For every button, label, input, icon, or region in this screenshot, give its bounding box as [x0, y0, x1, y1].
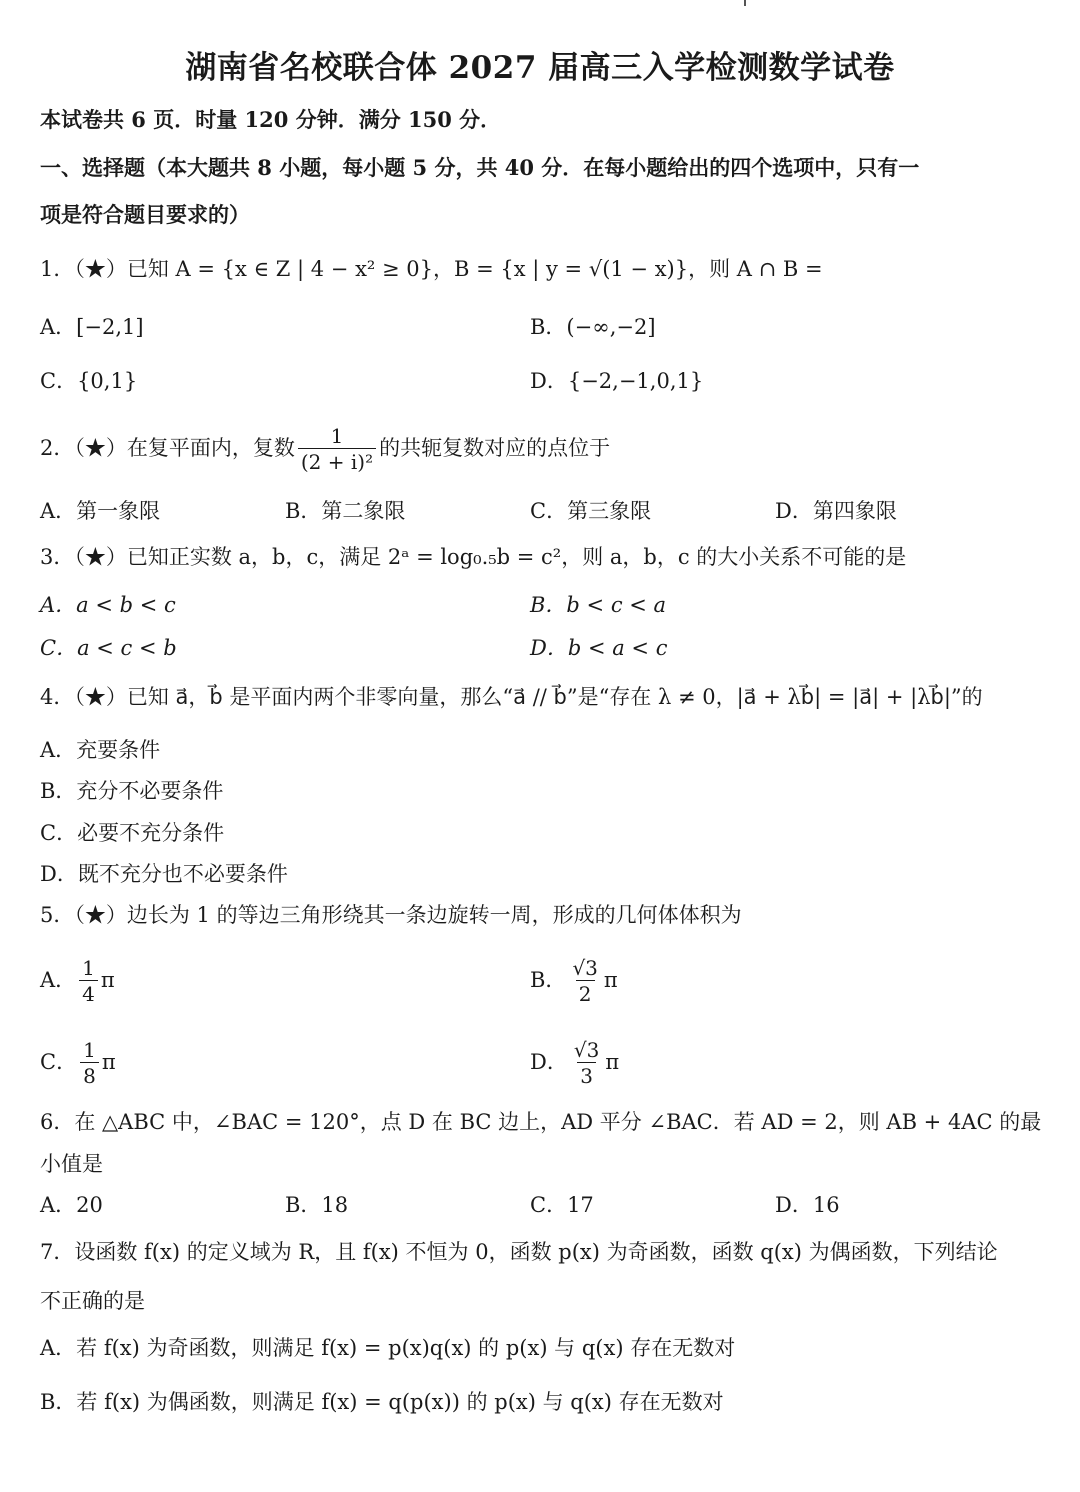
option-fraction: [79, 956, 98, 1007]
question-1-option-b[interactable]: B．(−∞,−2]: [530, 315, 656, 339]
question-2-option-a[interactable]: A．第一象限: [40, 499, 161, 523]
question-4-stem: 4．（★）已知 a⃗，b⃗ 是平面内两个非零向量，那么“a⃗ // b⃗”是“存在 λ ≠ 0，|a⃗ + λb⃗| = |a⃗| + |λb⃗|”的: [40, 685, 983, 709]
fraction-denominator: 3: [577, 1062, 596, 1089]
pi-symbol: π: [101, 1050, 116, 1074]
question-6-option-d[interactable]: D．16: [775, 1193, 840, 1217]
section-heading-line2: 项是符合题目要求的）: [40, 202, 250, 227]
option-label: A．: [40, 968, 77, 992]
question-3-option-a[interactable]: A．a < b < c: [40, 593, 176, 617]
question-5-option-c[interactable]: [40, 1032, 116, 1092]
option-label: B．: [530, 968, 567, 992]
section-heading-line1: 一、选择题（本大题共 8 小题，每小题 5 分，共 40 分．在每小题给出的四个选项中，只有一: [40, 155, 920, 180]
question-1-option-a[interactable]: A．[−2,1]: [40, 315, 144, 339]
question-6-option-b[interactable]: B．18: [285, 1193, 349, 1217]
question-7-stem-line2: 不正确的是: [40, 1289, 145, 1313]
fraction-numerator: 1: [330, 424, 344, 448]
question-3-stem: 3．（★）已知正实数 a，b，c，满足 2ᵃ = log₀.₅b = c²，则 a，b，c 的大小关系不可能的是: [40, 545, 907, 569]
question-1-option-d[interactable]: D．{−2,−1,0,1}: [530, 369, 704, 393]
question-3-option-b[interactable]: B．b < c < a: [530, 593, 667, 617]
exam-intro: 本试卷共 6 页．时量 120 分钟．满分 150 分．: [40, 107, 502, 132]
question-6-stem-line1: 6．在 △ABC 中，∠BAC = 120°，点 D 在 BC 边上，AD 平分 ∠BAC．若 AD = 2，则 AB + 4AC 的最: [40, 1110, 1042, 1134]
question-5-stem: 5．（★）边长为 1 的等边三角形绕其一条边旋转一周，形成的几何体体积为: [40, 903, 742, 927]
pi-symbol: π: [605, 1050, 620, 1074]
question-2-option-d[interactable]: D．第四象限: [775, 499, 897, 523]
option-label: D．: [530, 1050, 568, 1074]
question-2-option-b[interactable]: B．第二象限: [285, 499, 406, 523]
question-2-stem-after: 的共轭复数对应的点位于: [379, 436, 611, 460]
fraction-numerator: 1: [83, 1038, 96, 1062]
option-label: C．: [40, 1050, 78, 1074]
question-2-stem: [40, 420, 610, 476]
fraction-denominator: 2: [576, 980, 595, 1007]
fraction-denominator: 4: [79, 980, 98, 1007]
question-2-option-c[interactable]: C．第三象限: [530, 499, 652, 523]
fraction-denominator: 8: [80, 1062, 99, 1089]
option-fraction: [571, 1038, 602, 1089]
question-1-stem: 1．（★）已知 A = {x ∈ Z | 4 − x² ≥ 0}，B = {x | y = √(1 − x)}，则 A ∩ B =: [40, 257, 823, 281]
fraction-denominator: (2 + i)²: [298, 448, 376, 475]
question-4-option-a[interactable]: A．充要条件: [40, 738, 161, 762]
question-3-option-d[interactable]: D．b < a < c: [530, 636, 668, 660]
question-4-option-c[interactable]: C．必要不充分条件: [40, 821, 225, 845]
question-5-option-d[interactable]: [530, 1032, 619, 1092]
option-fraction: [569, 956, 600, 1007]
question-2-stem-before: 2．（★）在复平面内，复数: [40, 436, 295, 460]
question-4-option-d[interactable]: D．既不充分也不必要条件: [40, 862, 288, 886]
question-4-option-b[interactable]: B．充分不必要条件: [40, 779, 224, 803]
question-7-option-b[interactable]: B．若 f(x) 为偶函数，则满足 f(x) = q(p(x)) 的 p(x) 与 q(x) 存在无数对: [40, 1390, 724, 1414]
question-7-stem-line1: 7．设函数 f(x) 的定义域为 R，且 f(x) 不恒为 0，函数 p(x) 为奇函数，函数 q(x) 为偶函数，下列结论: [40, 1240, 998, 1264]
question-6-option-a[interactable]: A．20: [40, 1193, 103, 1217]
question-7-option-a[interactable]: A．若 f(x) 为奇函数，则满足 f(x) = p(x)q(x) 的 p(x) 与 q(x) 存在无数对: [40, 1336, 736, 1360]
scan-mark: [744, 0, 746, 6]
pi-symbol: π: [100, 968, 115, 992]
question-2-fraction: [298, 424, 376, 475]
fraction-numerator: √3: [572, 956, 598, 980]
fraction-numerator: 1: [82, 956, 95, 980]
exam-title: 湖南省名校联合体 2027 届高三入学检测数学试卷: [185, 50, 895, 86]
question-6-stem-line2: 小值是: [40, 1152, 103, 1176]
question-3-option-c[interactable]: C．a < c < b: [40, 636, 177, 660]
option-fraction: [80, 1038, 99, 1089]
fraction-numerator: √3: [573, 1038, 600, 1062]
pi-symbol: π: [603, 968, 618, 992]
question-1-option-c[interactable]: C．{0,1}: [40, 369, 138, 393]
question-6-option-c[interactable]: C．17: [530, 1193, 594, 1217]
question-5-option-a[interactable]: [40, 950, 115, 1010]
question-5-option-b[interactable]: [530, 950, 618, 1010]
